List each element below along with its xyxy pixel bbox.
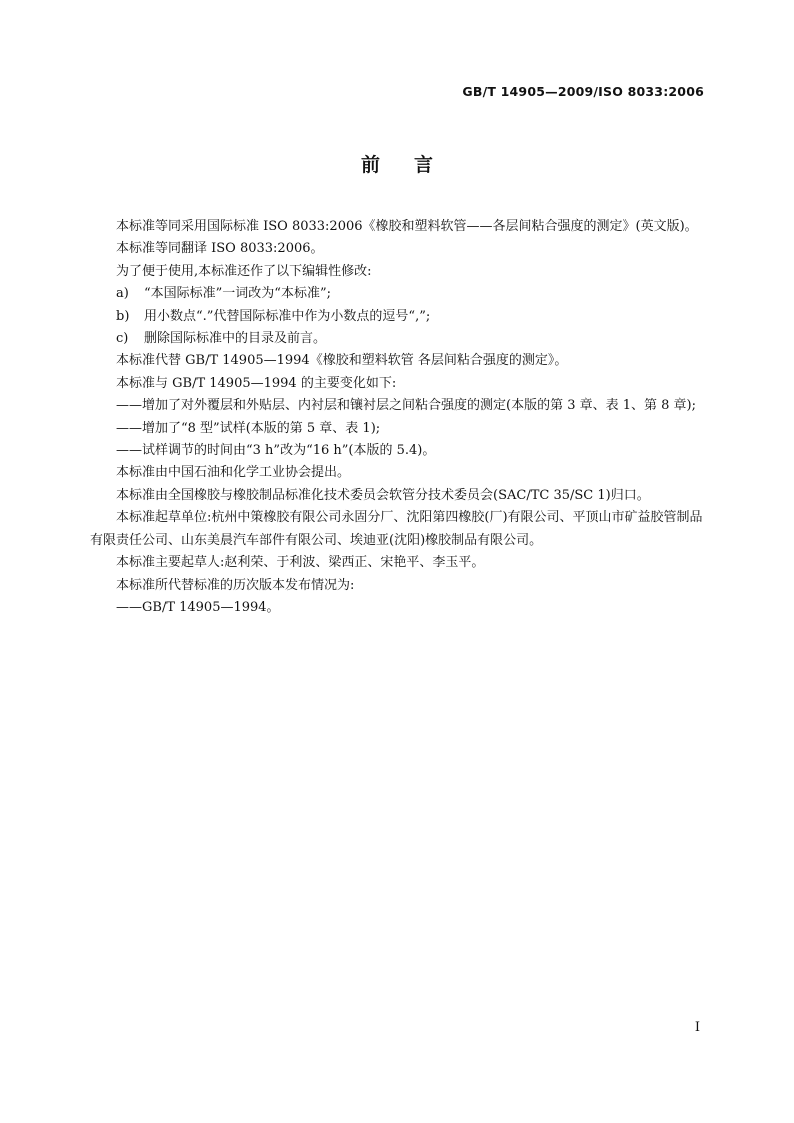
paragraph-changes-intro: 本标准与 GB/T 14905—1994 的主要变化如下: (116, 375, 397, 391)
paragraph-drafting-organizations: 本标准起草单位:杭州中策橡胶有限公司永固分厂、沈阳第四橡胶(厂)有限公司、平顶山市矿益胶管制品有限责任公司、山东美晨汽车部件有限公司、埃迪亚(沈阳)橡胶制品有限公司。 (90, 510, 703, 548)
paragraph-translation: 本标准等同翻译 ISO 8033:2006。 (116, 241, 324, 257)
history-item: ——GB/T 14905—1994。 (116, 599, 280, 615)
change-item: ——增加了对外覆层和外贴层、内衬层和镶衬层之间粘合强度的测定(本版的第 3 章、表 1、第 8 章); (116, 398, 696, 414)
change-item: ——试样调节的时间由“3 h”改为“16 h”(本版的 5.4)。 (116, 443, 436, 459)
list-item (90, 283, 710, 305)
paragraph-adoption: 本标准等同采用国际标准 ISO 8033:2006《橡胶和塑料软管——各层间粘合强度的测定》(英文版)。 (116, 219, 698, 234)
paragraph-history-intro: 本标准所代替标准的历次版本发布情况为: (116, 577, 355, 593)
paragraph-drafters: 本标准主要起草人:赵利荣、于利波、梁西正、宋艳平、李玉平。 (116, 555, 485, 571)
list-item-label: a) (116, 286, 129, 302)
page-title: 前言 (360, 154, 467, 176)
list-item-text: “本国际标准”一词改为“本标准”; (144, 286, 331, 302)
list-item-text: 用小数点“.”代替国际标准中作为小数点的逗号“,”; (144, 308, 431, 324)
list-item-label: c) (116, 331, 129, 347)
list-item (90, 328, 710, 350)
document-code: GB/T 14905—2009/ISO 8033:2006 (462, 84, 704, 99)
paragraph-edits-intro: 为了便于使用,本标准还作了以下编辑性修改: (116, 263, 372, 279)
list-item-label: b) (116, 308, 130, 324)
paragraph-proposed-by: 本标准由中国石油和化学工业协会提出。 (116, 465, 351, 481)
paragraph-supersedes: 本标准代替 GB/T 14905—1994《橡胶和塑料软管 各层间粘合强度的测定》。 (116, 353, 568, 369)
page-number: I (694, 1020, 700, 1035)
list-item (90, 306, 710, 328)
change-item: ——增加了“8 型”试样(本版的第 5 章、表 1); (116, 420, 381, 436)
list-item-text: 删除国际标准中的目录及前言。 (144, 331, 327, 347)
foreword-body (90, 216, 710, 619)
paragraph-responsible-committee: 本标准由全国橡胶与橡胶制品标准化技术委员会软管分技术委员会(SAC/TC 35/SC 1)归口。 (116, 487, 650, 503)
